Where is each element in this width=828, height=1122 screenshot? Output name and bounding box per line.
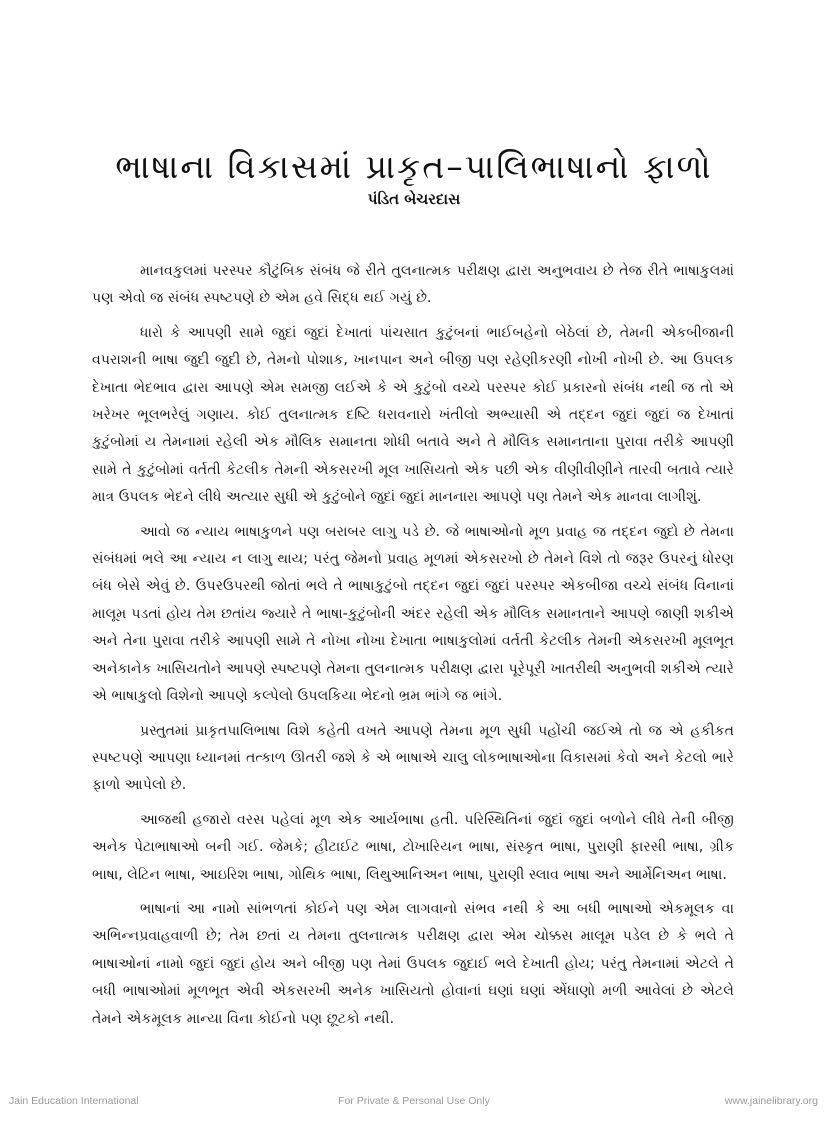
article-body bbox=[92, 258, 734, 1040]
page-footer bbox=[0, 1095, 828, 1111]
paragraph: ધારો કે આપણી સામે જુદાં જુદાં દેખાતાં પાંચસાત કુટુંબનાં ભાઈબહેનો બેઠેલાં છે, તેમની એકબીજાની વપરાશની ભાષા જુદી જુદી છે, તેમનો પોશાક, ખાનપાન અને બીજી પણ રહેણીકરણી નોખી નોખી છે. આ ઉપલક દેખાતા ભેદભાવ દ્વારા આપણે એમ સમજી લઈએ કે એ કુટુંબો વચ્ચે પરસ્પર કોઈ પ્રકારનો સંબંધ નથી જ તો એ ખરેખર ભૂલભરેલું ગણાય. કોઈ તુલનાત્મક દષ્ટિ ધરાવનારો ખંતીલો અભ્યાસી એ તદ્દન જુદાં જુદાં જ દેખાતાં કુટુંબોમાં ય તેમનામાં રહેલી એક મૌલિક સમાનતા શોધી બતાવે અને તે મૌલિક સમાનતાના પુરાવા તરીકે આપણી સામે તે કુટુંબોમાં વર્તતી કેટલીક તેમની એકસરખી મૂલ ખાસિયતો એક પછી એક વીણીવીણીને તારવી બતાવે ત્યારે માત્ર ઉપલક ભેદને લીધે અત્યાર સુધી એ કુટુંબોને જુદાં જુદાં માનનારા આપણે પણ તેમને એક માનવા લાગીશું. bbox=[92, 324, 734, 506]
paragraph: પ્રસ્તુતમાં પ્રાકૃતપાલિભાષા વિશે કહેતી વખતે આપણે તેમના મૂળ સુધી પહોંચી જઈએ તો જ એ હકીકત સ્પષ્ટપણે આપણા ધ્યાનમાં તત્કાળ ઊતરી જશે કે એ ભાષાએ ચાલુ લોકભાષાઓના વિકાસમાં કેવો અને કેટલો ભારે ફાળો આપેલો છે. bbox=[92, 722, 734, 794]
page-title: ભાષાના વિકાસમાં પ્રાકૃત–પાલિભાષાનો ફાળો bbox=[115, 147, 713, 187]
footer-usage-note: For Private & Personal Use Only bbox=[338, 1095, 490, 1107]
author-name: પંડિત બેચરદાસ bbox=[367, 190, 461, 208]
paragraph: માનવકુલમાં પરસ્પર કૌટુંબિક સંબંધ જે રીતે તુલનાત્મક પરીક્ષણ દ્વારા અનુભવાય છે તેજ રીતે ભાષાકુલમાં પણ એવો જ સંબંધ સ્પષ્ટપણે છે એમ હવે સિદ્ધ થઈ ગયું છે. bbox=[92, 263, 734, 307]
footer-website: www.jainelibrary.org bbox=[724, 1095, 818, 1107]
footer-publisher: Jain Education International bbox=[9, 1095, 139, 1107]
paragraph: ભાષાનાં આ નામો સાંભળતાં કોઈને પણ એમ લાગવાનો સંભવ નથી કે આ બધી ભાષાઓ એકમૂલક વા અભિન્નપ્રવાહવાળી છે; તેમ છતાં ય તેમના તુલનાત્મક પરીક્ષણ દ્વારા એમ ચોક્કસ માલૂમ પડેલ છે કે ભલે તે ભાષાઓનાં નામો જુદાં જુદાં હોય અને બીજી પણ તેમાં ઉપલક જુદાઈ ભલે દેખાતી હોય; પરંતુ તેમનામાં એટલે તે બધી ભાષાઓમાં મૂળભૂત એવી એકસરખી અનેક ખાસિયતો હોવાનાં ઘણાં ઘણાં એંધાણો મળી આવેલાં છે એટલે તેમને એકમૂલક માન્યા વિના કોઈનો પણ છૂટકો નથી. bbox=[92, 900, 734, 1027]
paragraph: આજથી હજારો વરસ પહેલાં મૂળ એક આર્યભાષા હતી. પરિસ્થિતિનાં જુદાં જુદાં બળોને લીધે તેની બીજી અનેક પેટાભાષાઓ બની ગઈ. જેમકે; હીટાઈટ ભાષા, ટોખારિયન ભાષા, સંસ્કૃત ભાષા, પુરાણી ફારસી ભાષા, ગ્રીક ભાષા, લેટિન ભાષા, આઇરિશ ભાષા, ગોથિક ભાષા, લિથુઆનિઅન ભાષા, પુરાણી સ્લાવ ભાષા અને આર્મેનિઅન ભાષા. bbox=[92, 811, 734, 883]
paragraph: આવો જ ન્યાય ભાષાકુળને પણ બરાબર લાગુ પડે છે. જે ભાષાઓનો મૂળ પ્રવાહ જ તદ્દન જુદો છે તેમના સંબંધમાં ભલે આ ન્યાય ન લાગુ થાય; પરંતુ જેમનો પ્રવાહ મૂળમાં એકસરખો છે તેમને વિશે તો જરૂર ઉપરનું ધોરણ બંધ બેસે એવું છે. ઉપરઉપરથી જોતાં ભલે તે ભાષાકુટુંબો તદ્દન જુદાં જુદાં પરસ્પર એકબીજા વચ્ચે સંબંધ વિનાનાં માલૂમ પડતાં હોય તેમ છતાંય જ્યારે તે ભાષા-કુટુંબોની અંદર રહેલી એક મૌલિક સમાનતાને આપણે જાણી શકીએ અને તેના પુરાવા તરીકે આપણી સામે તે નોખા નોખા દેખાતા ભાષાકુલોમાં વર્તતી કેટલીક તેમની એકસરખી મૂલભૂત અનેકાનેક ખાસિયતોને આપણે સ્પષ્ટપણે તેમના તુલનાત્મક પરીક્ષણ દ્વારા પૂરેપૂરી ખાતરીથી અનુભવી શકીએ ત્યારે એ ભાષાકુલો વિશેનો આપણે કલ્પેલો ઉપલકિયા ભેદનો ભ્રમ ભાંગે જ ભાંગે. bbox=[92, 523, 734, 705]
